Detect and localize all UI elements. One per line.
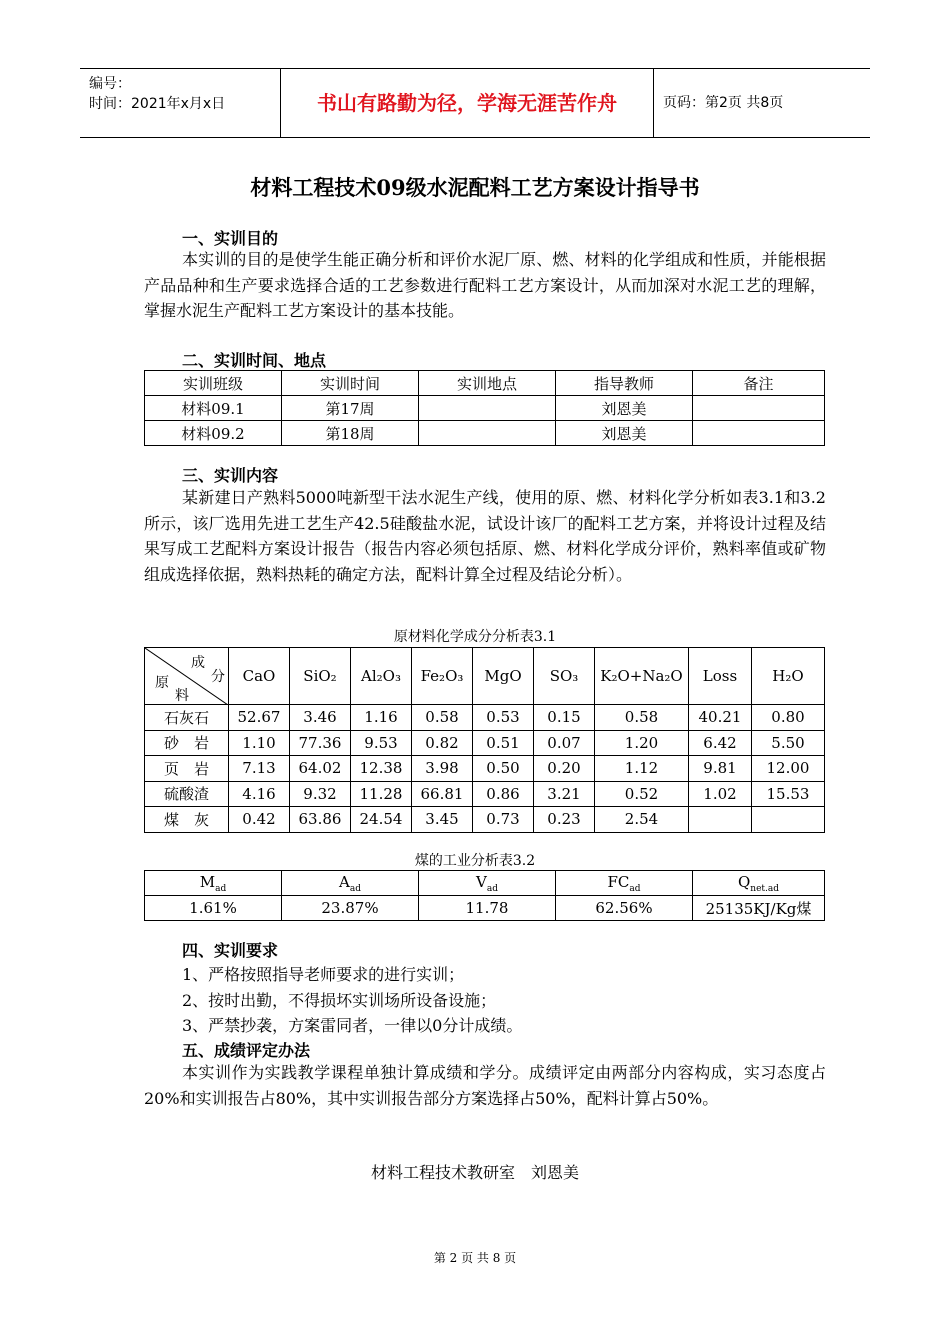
- table-row: [145, 756, 825, 782]
- col-header-subscript: ad: [215, 883, 227, 894]
- cell: 64.02: [290, 756, 351, 782]
- section-4-heading: 四、实训要求: [182, 941, 279, 960]
- section-5-heading: 五、成绩评定办法: [182, 1041, 311, 1060]
- header-meta: [80, 69, 281, 137]
- row-header: 砂 岩: [145, 730, 229, 756]
- table-header-row: [145, 371, 825, 396]
- col-header-symbol: A: [339, 872, 350, 891]
- date-label: 时间：2021年x月x日: [89, 96, 226, 112]
- cell: 9.81: [689, 756, 752, 782]
- schedule-table: [144, 370, 825, 446]
- col-header-symbol: FC: [607, 872, 630, 891]
- cell: [693, 421, 825, 446]
- cell: 0.82: [412, 730, 473, 756]
- cell: 0.50: [473, 756, 534, 782]
- section-2-heading: 二、实训时间、地点: [182, 351, 327, 370]
- cell: 1.20: [595, 730, 689, 756]
- cell: [693, 396, 825, 421]
- cell: 刘恩美: [556, 421, 693, 446]
- col-header: 实训地点: [419, 371, 556, 396]
- row-header: 煤 灰: [145, 807, 229, 833]
- cell: 3.21: [534, 781, 595, 807]
- cell: 第17周: [282, 396, 419, 421]
- cell: 77.36: [290, 730, 351, 756]
- cell: [419, 421, 556, 446]
- cell: 6.42: [689, 730, 752, 756]
- col-header: 实训时间: [282, 371, 419, 396]
- cell: 0.07: [534, 730, 595, 756]
- table-header-row: [145, 871, 825, 896]
- cell: 0.58: [412, 705, 473, 731]
- col-header: 实训班级: [145, 371, 282, 396]
- table-row: [145, 396, 825, 421]
- col-header-subscript: ad: [486, 883, 498, 894]
- cell: 25135KJ/Kg煤: [693, 896, 825, 921]
- page-footer: 第 2 页 共 8 页: [433, 1251, 517, 1265]
- col-header: K₂O+Na₂O: [595, 648, 689, 705]
- cell: 2.54: [595, 807, 689, 833]
- cell: [419, 396, 556, 421]
- cell: 0.73: [473, 807, 534, 833]
- table-row: [145, 781, 825, 807]
- col-header: SO₃: [534, 648, 595, 705]
- cell: 1.16: [351, 705, 412, 731]
- row-header: 石灰石: [145, 705, 229, 731]
- col-header: H₂O: [752, 648, 825, 705]
- col-header: [556, 871, 693, 896]
- col-header: Al₂O₃: [351, 648, 412, 705]
- col-header-symbol: M: [199, 872, 216, 891]
- section-5-text: 本实训作为实践教学课程单独计算成绩和学分。成绩评定由两部分内容构成，实习态度占20%和实训报告占80%，其中实训报告部分方案选择占50%，配料计算占50%。: [144, 1063, 826, 1108]
- col-header: SiO₂: [290, 648, 351, 705]
- section-3-text: 某新建日产熟料5000吨新型干法水泥生产线，使用的原、燃、材料化学分析如表3.1和3.2所示，该厂选用先进工艺生产42.5硅酸盐水泥，试设计该厂的配料工艺方案，并将设计过程及结果写成工艺配料方案设计报告（报告内容必须包括原、燃、材料化学成分评价，熟料率值或矿物组成选择依据，熟料热耗的确定方法，配料计算全过程及结论分析）。: [144, 488, 826, 584]
- cell: 4.16: [229, 781, 290, 807]
- col-header: Loss: [689, 648, 752, 705]
- table-row: [145, 807, 825, 833]
- cell: 63.86: [290, 807, 351, 833]
- col-header-subscript: ad: [629, 883, 641, 894]
- cell: 0.86: [473, 781, 534, 807]
- col-header: CaO: [229, 648, 290, 705]
- cell: 1.12: [595, 756, 689, 782]
- col-header: [419, 871, 556, 896]
- row-header: 页 岩: [145, 756, 229, 782]
- cell: 0.52: [595, 781, 689, 807]
- cell: 1.61%: [145, 896, 282, 921]
- col-header-subscript: ad: [349, 883, 361, 894]
- col-header: 指导教师: [556, 371, 693, 396]
- cell: 材料09.1: [145, 396, 282, 421]
- col-header: 备注: [693, 371, 825, 396]
- table-3-1-caption: 原材料化学成分分析表3.1: [393, 629, 557, 645]
- col-header-symbol: Q: [737, 872, 751, 891]
- corner-label: 原: [155, 675, 169, 691]
- cell: [689, 807, 752, 833]
- cell: 0.42: [229, 807, 290, 833]
- cell: 3.45: [412, 807, 473, 833]
- number-label: 编号：: [89, 76, 131, 92]
- cell: [752, 807, 825, 833]
- requirement-item: 2、按时出勤，不得损坏实训场所设备设施；: [182, 991, 497, 1010]
- cell: 11.78: [419, 896, 556, 921]
- cell: 3.98: [412, 756, 473, 782]
- table-row: [145, 896, 825, 921]
- cell: 0.80: [752, 705, 825, 731]
- cell: 1.02: [689, 781, 752, 807]
- signature: 材料工程技术教研室 刘恩美: [370, 1163, 579, 1182]
- cell: 0.53: [473, 705, 534, 731]
- page-header: [80, 68, 870, 138]
- cell: 52.67: [229, 705, 290, 731]
- cell: 3.46: [290, 705, 351, 731]
- table-row: [145, 421, 825, 446]
- cell: 1.10: [229, 730, 290, 756]
- cell: 12.38: [351, 756, 412, 782]
- requirement-item: 3、严禁抄袭，方案雷同者，一律以0分计成绩。: [182, 1016, 523, 1035]
- table-header-row: [145, 648, 825, 705]
- cell: 9.53: [351, 730, 412, 756]
- cell: 15.53: [752, 781, 825, 807]
- cell: 9.32: [290, 781, 351, 807]
- cell: 40.21: [689, 705, 752, 731]
- cell: 7.13: [229, 756, 290, 782]
- raw-material-rows: [145, 705, 825, 833]
- cell: 0.15: [534, 705, 595, 731]
- corner-label: 料: [175, 688, 189, 704]
- cell: 66.81: [412, 781, 473, 807]
- section-1-heading: 一、实训目的: [182, 229, 279, 248]
- cell: 第18周: [282, 421, 419, 446]
- row-header: 硫酸渣: [145, 781, 229, 807]
- table-3-2-caption: 煤的工业分析表3.2: [414, 853, 536, 869]
- col-header: MgO: [473, 648, 534, 705]
- section-3-heading: 三、实训内容: [182, 466, 279, 485]
- col-header-symbol: V: [476, 872, 487, 891]
- cell: 11.28: [351, 781, 412, 807]
- raw-material-table: [144, 647, 825, 833]
- corner-label: 成: [191, 655, 205, 671]
- coal-analysis-table: [144, 870, 825, 921]
- corner-label: 分: [211, 669, 225, 685]
- table-row: [145, 730, 825, 756]
- cell: 0.20: [534, 756, 595, 782]
- col-header: [282, 871, 419, 896]
- document-title: 材料工程技术09级水泥配料工艺方案设计指导书: [250, 175, 700, 200]
- cell: 12.00: [752, 756, 825, 782]
- cell: 0.23: [534, 807, 595, 833]
- cell: 62.56%: [556, 896, 693, 921]
- cell: 24.54: [351, 807, 412, 833]
- cell: 0.51: [473, 730, 534, 756]
- col-header-subscript: net.ad: [750, 883, 780, 894]
- col-header: Fe₂O₃: [412, 648, 473, 705]
- section-1-text: 本实训的目的是使学生能正确分析和评价水泥厂原、燃、材料的化学组成和性质，并能根据产品品种和生产要求选择合适的工艺参数进行配料工艺方案设计，从而加深对水泥工艺的理解，掌握水泥生产配料工艺方案设计的基本技能。: [144, 250, 826, 320]
- cell: 材料09.2: [145, 421, 282, 446]
- corner-cell: [145, 648, 229, 705]
- page-label: 页码：第2页 共8页: [663, 95, 784, 111]
- col-header: [693, 871, 825, 896]
- motto: 书山有路勤为径，学海无涯苦作舟: [281, 69, 654, 137]
- col-header: [145, 871, 282, 896]
- cell: 刘恩美: [556, 396, 693, 421]
- requirement-item: 1、严格按照指导老师要求的进行实训；: [182, 965, 465, 984]
- table-row: [145, 705, 825, 731]
- cell: 23.87%: [282, 896, 419, 921]
- cell: 5.50: [752, 730, 825, 756]
- cell: 0.58: [595, 705, 689, 731]
